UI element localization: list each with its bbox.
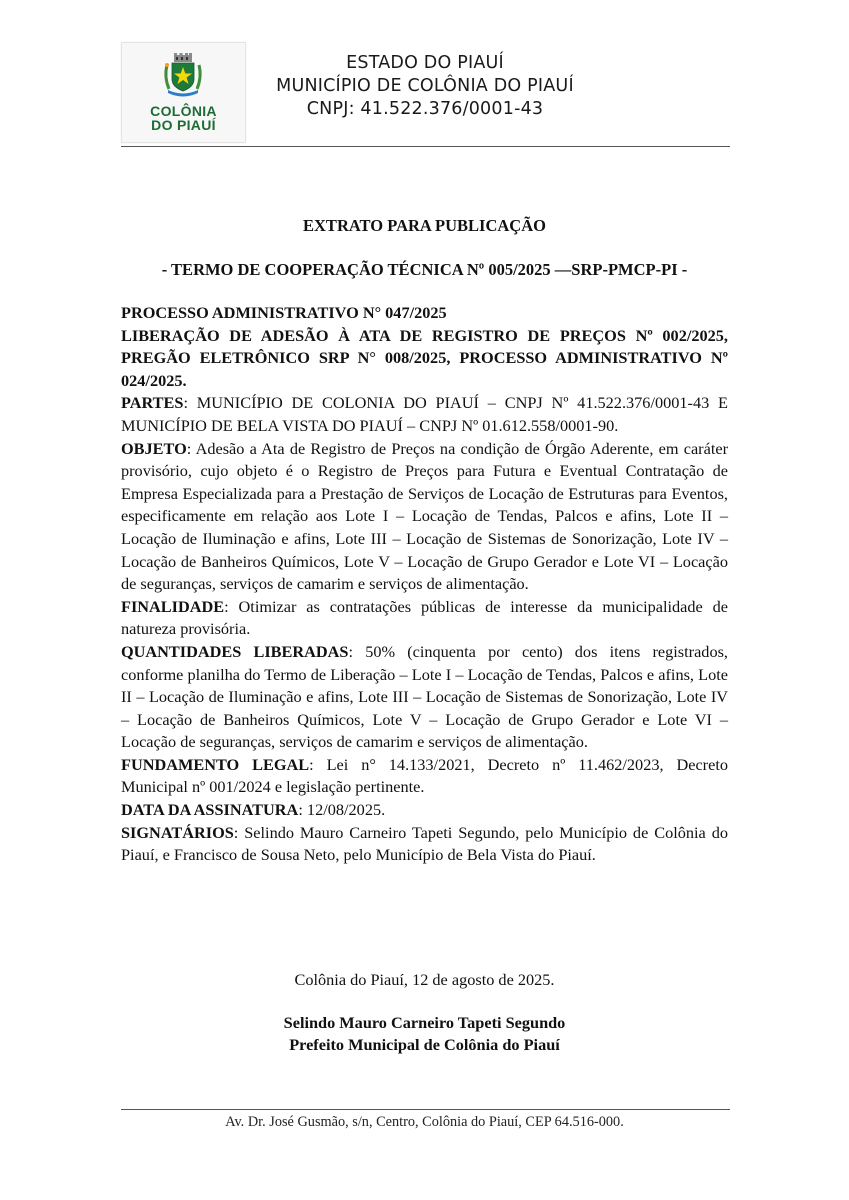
signatarios-text: : Selindo Mauro Carneiro Tapeti Segundo, pelo Município de Colônia do Piauí, e Francisco de Sousa Neto, pelo Município de Bela Vista do Piauí. xyxy=(121,822,728,865)
objeto-paragraph xyxy=(121,438,728,596)
place-and-date: Colônia do Piauí, 12 de agosto de 2025. xyxy=(294,970,555,989)
quantidades-text: : 50% (cinquenta por cento) dos itens registrados, conforme planilha do Termo de Liberação – Lote I – Locação de Tendas, Palcos e afins, Lote II – Locação de Iluminação e afins, Lote III – Locação de Sistemas de Sonorização, Lote IV – Locação de Banheiros Químicos, Lote V – Locação de Grupo Gerador e Lote VI – Locação de seguranças, serviços de camarim e serviços de alimentação. xyxy=(121,641,728,752)
coat-of-arms-icon xyxy=(160,53,206,99)
signatarios-paragraph xyxy=(121,822,728,867)
logo-text-line2: DO PIAUÍ xyxy=(151,117,216,133)
quantidades-label: QUANTIDADES LIBERADAS xyxy=(121,641,349,661)
data-assinatura-label: DATA DA ASSINATURA xyxy=(121,800,299,820)
data-assinatura-paragraph xyxy=(121,799,728,822)
signatory-role: Prefeito Municipal de Colônia do Piauí xyxy=(289,1035,560,1054)
partes-paragraph xyxy=(121,392,728,437)
quantidades-paragraph xyxy=(121,641,728,754)
objeto-text: : Adesão a Ata de Registro de Preços na condição de Órgão Aderente, em caráter provisório, cujo objeto é o Registro de Preços para Futura e Eventual Contratação de Empresa Especializada para a Prestação de Serviços de Locação de Estruturas para Eventos, especificamente em relação aos Lote I – Locação de Tendas, Palcos e afins, Lote II – Locação de Iluminação e afins, Lote III – Locação de Sistemas de Sonorização, Lote IV – Locação de Banheiros Químicos, Lote V – Locação de Grupo Gerador e Lote VI – Locação de seguranças, serviços de camarim e serviços de alimentação. xyxy=(121,438,728,594)
fundamento-text: : Lei n° 14.133/2021, Decreto nº 11.462/2023, Decreto Municipal nº 001/2024 e legislação pertinente. xyxy=(121,754,728,797)
municipal-logo xyxy=(121,42,246,143)
document-subtitle: - TERMO DE COOPERAÇÃO TÉCNICA Nº 005/2025 —SRP-PMCP-PI - xyxy=(161,260,688,279)
signatory-name: Selindo Mauro Carneiro Tapeti Segundo xyxy=(283,1013,566,1032)
fundamento-paragraph xyxy=(121,754,728,799)
logo-text-line1: COLÔNIA xyxy=(150,103,217,119)
fundamento-label: FUNDAMENTO LEGAL xyxy=(121,754,310,774)
finalidade-paragraph xyxy=(121,596,728,641)
letterhead xyxy=(262,52,588,121)
footer-address: Av. Dr. José Gusmão, s/n, Centro, Colônia do Piauí, CEP 64.516-000. xyxy=(225,1114,624,1130)
liberacao-paragraph: LIBERAÇÃO DE ADESÃO À ATA DE REGISTRO DE PREÇOS Nº 002/2025, PREGÃO ELETRÔNICO SRP N° 008/2025, PROCESSO ADMINISTRATIVO Nº 024/2025. xyxy=(121,325,728,390)
partes-label: PARTES xyxy=(121,393,184,413)
document-body xyxy=(121,302,728,867)
partes-text: : MUNICÍPIO DE COLONIA DO PIAUÍ – CNPJ Nº 41.522.376/0001-43 E MUNICÍPIO DE BELA VISTA DO PIAUÍ – CNPJ Nº 01.612.558/0001-90. xyxy=(121,393,728,435)
finalidade-text: : Otimizar as contratações públicas de interesse da municipalidade de natureza provisória. xyxy=(121,596,728,639)
document-title: EXTRATO PARA PUBLICAÇÃO xyxy=(303,216,546,235)
header-divider xyxy=(121,146,730,147)
letterhead-municipality: MUNICÍPIO DE COLÔNIA DO PIAUÍ xyxy=(276,76,574,96)
finalidade-label: FINALIDADE xyxy=(121,596,225,616)
footer-divider xyxy=(121,1109,730,1110)
objeto-label: OBJETO xyxy=(121,438,187,458)
processo-line: PROCESSO ADMINISTRATIVO N° 047/2025 xyxy=(121,303,447,322)
letterhead-cnpj: CNPJ: 41.522.376/0001-43 xyxy=(306,99,544,119)
data-assinatura-text: : 12/08/2025. xyxy=(298,800,386,820)
letterhead-state: ESTADO DO PIAUÍ xyxy=(346,53,504,73)
signatarios-label: SIGNATÁRIOS xyxy=(121,822,234,842)
signature-block xyxy=(0,1012,849,1056)
